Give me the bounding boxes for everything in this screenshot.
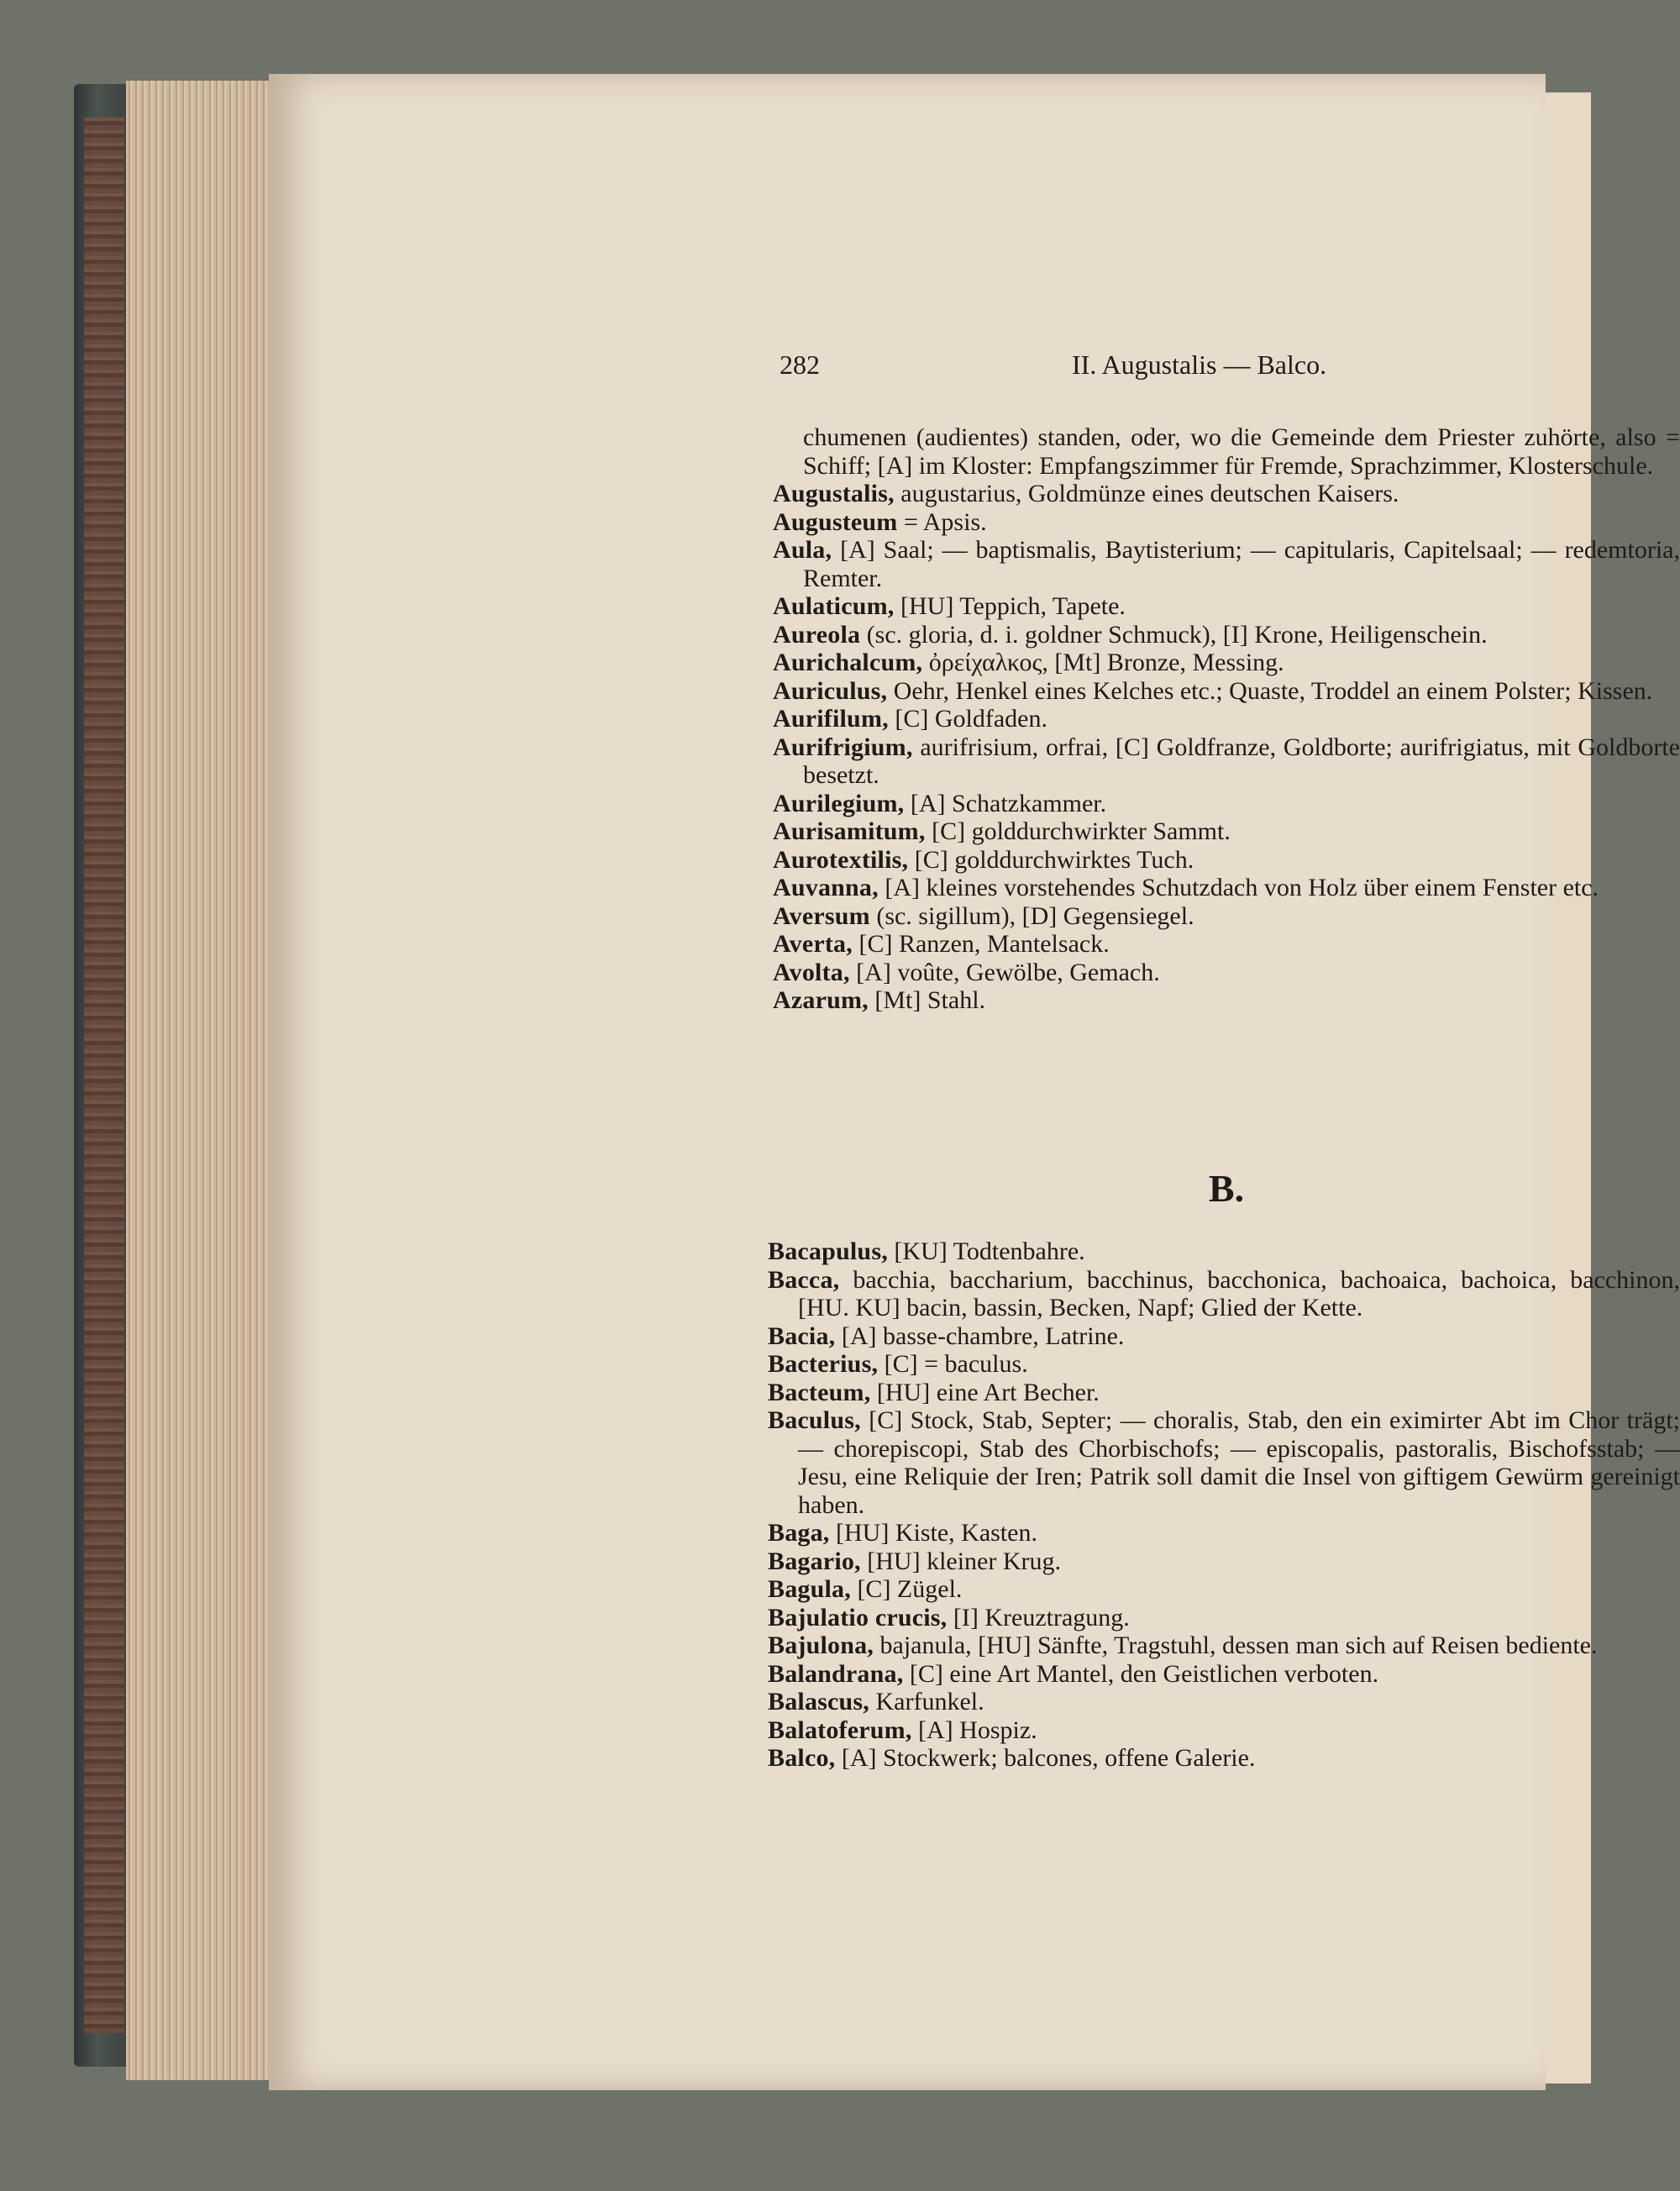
entry-definition: [HU] kleiner Krug. [860,1547,1062,1575]
entry-headword: Azarum, [773,986,869,1014]
entry-headword: Bacia, [768,1321,836,1350]
entries-section-b [768,1237,1680,1773]
entry-definition: [A] Saal; — baptismalis, Baytisterium; — capitularis, Capitelsaal; — redemtoria, Remter. [803,536,1680,592]
entry-headword: Bagario, [768,1547,861,1575]
entry-definition: [A] kleines vorstehendes Schutzdach von Holz über einem Fenster etc. [878,874,1599,901]
dictionary-entry [768,1631,1680,1660]
entry-headword: Augustalis, [773,480,895,507]
page-edges [126,81,286,2080]
entry-headword: Aurilegium, [773,789,905,817]
entry-headword: Baculus, [768,1406,861,1434]
entry-definition: bacchia, baccharium, bacchinus, bacchonica, bachoaica, bachoica, bacchinon, [HU. KU] bacin, bassin, Becken, Napf; Glied der Kette. [798,1265,1680,1321]
entry-definition: [C] Zügel. [850,1575,963,1603]
entry-headword: Aurichalcum, [773,649,923,676]
entry-headword: Bajulatio crucis, [768,1603,948,1631]
entry-definition: [KU] Todtenbahre. [887,1237,1085,1265]
entry-headword: Aurotextilis, [773,845,909,874]
section-letter-heading: B. [1208,1167,1245,1210]
entry-definition: [C] eine Art Mantel, den Geistlichen verboten. [903,1659,1379,1688]
entry-headword: Auvanna, [773,874,879,901]
entry-definition: [C] golddurchwirkter Sammt. [925,817,1231,845]
entry-headword: Bacapulus, [768,1237,888,1265]
entry-headword: Aulaticum, [773,592,895,620]
entry-definition: [C] Goldfaden. [888,705,1047,733]
dictionary-entry [773,480,1680,508]
entry-headword: Bacteum, [768,1378,871,1406]
entry-definition: [HU] Kiste, Kasten. [829,1519,1037,1547]
dictionary-entry [773,930,1680,959]
entry-definition: chumenen (audientes) standen, oder, wo die Gemeinde dem Priester zuhörte, also = Schiff; [A] im Kloster: Empfangszimmer für Fremde, Sprachzimmer, Klosterschule. [803,423,1680,480]
entry-headword: Bagula, [768,1575,851,1603]
dictionary-entry [768,1688,1680,1716]
entry-definition: augustarius, Goldmünze eines deutschen Kaisers. [894,480,1399,507]
running-title: II. Augustalis — Balco. [1072,349,1327,380]
dictionary-entry [768,1322,1680,1351]
entry-headword: Aula, [773,536,832,564]
dictionary-entry [768,1575,1680,1604]
entry-headword: Balandrana, [768,1659,904,1688]
entry-definition: [A] voûte, Gewölbe, Gemach. [849,958,1160,986]
dictionary-entry [773,592,1680,621]
dictionary-entry [768,1604,1680,1632]
dictionary-entry [773,959,1680,987]
entry-definition: (sc. sigillum), [D] Gegensiegel. [869,901,1194,930]
dictionary-entry [773,621,1680,649]
dictionary-entry [773,423,1680,480]
entry-headword: Baga, [768,1519,830,1547]
dictionary-entry [773,733,1680,790]
dictionary-entry [768,1660,1680,1689]
entry-headword: Augusteum [773,507,898,536]
book-page [269,74,1680,2090]
dictionary-entry [768,1716,1680,1745]
dictionary-entry [768,1406,1680,1519]
dictionary-entry [773,846,1680,875]
dictionary-entry [773,649,1680,677]
entry-definition: bajanula, [HU] Sänfte, Tragstuhl, dessen man sich auf Reisen bediente. [874,1631,1598,1659]
running-head [773,349,1680,383]
entry-definition: [C] Stock, Stab, Septer; — choralis, Stab, den ein eximirter Abt im Chor trägt; — chorepiscopi, Stab des Chorbischofs; — episcopalis, pastoralis, Bischofsstab; — Jesu, eine Reliquie der Iren; Patrik soll damit die Insel von giftigem Gewürm gereinigt haben. [798,1406,1680,1519]
entry-headword: Auriculus, [773,676,888,705]
cover-marbling [84,118,124,2033]
dictionary-entry [773,508,1680,537]
entry-definition: [HU] eine Art Becher. [870,1378,1100,1406]
entry-definition: aurifrisium, orfrai, [C] Goldfranze, Goldborte; aurifrigiatus, mit Goldborte besetzt. [803,733,1680,789]
entry-headword: Aversum [773,901,870,930]
entry-definition: [C] Ranzen, Mantelsack. [852,930,1110,958]
entry-headword: Balco, [768,1744,836,1772]
entry-headword: Balascus, [768,1688,869,1715]
dictionary-entry [768,1547,1680,1576]
dictionary-entry [773,986,1680,1015]
dictionary-entry [773,902,1680,931]
entry-headword: Averta, [773,930,853,958]
entry-definition: [I] Kreuztragung. [947,1603,1130,1631]
entry-headword: Aureola [773,620,861,649]
dictionary-entry [773,874,1680,902]
page-number: 282 [780,349,820,380]
dictionary-entry [768,1350,1680,1379]
dictionary-entry [768,1379,1680,1407]
entry-definition: (sc. gloria, d. i. goldner Schmuck), [I] Krone, Heiligenschein. [860,620,1488,649]
entry-definition: [A] Schatzkammer. [904,789,1107,817]
entry-definition: [C] = baculus. [878,1350,1028,1378]
dictionary-entry [768,1519,1680,1547]
entry-definition: ὀρείχαλκος, [Mt] Bronze, Messing. [922,649,1284,676]
entries-section-a [773,423,1680,1015]
entry-headword: Aurifrigium, [773,733,913,761]
entry-headword: Aurifilum, [773,705,889,733]
entry-headword: Avolta, [773,958,850,986]
entry-definition: Karfunkel. [869,1688,984,1715]
entry-definition: [A] Stockwerk; balcones, offene Galerie. [835,1744,1256,1772]
dictionary-entry [768,1744,1680,1773]
entry-headword: Bacterius, [768,1350,879,1378]
entry-definition: = Apsis. [897,507,987,536]
entry-headword: Balatoferum, [768,1715,912,1744]
dictionary-entry [768,1266,1680,1322]
entry-headword: Aurisamitum, [773,817,926,845]
entry-headword: Bajulona, [768,1631,874,1659]
dictionary-entry [773,536,1680,592]
dictionary-entry [773,705,1680,733]
dictionary-entry [773,677,1680,706]
dictionary-entry [773,817,1680,846]
entry-definition: [A] Hospiz. [911,1715,1037,1744]
dictionary-entry [773,790,1680,818]
entry-headword: Bacca, [768,1265,840,1294]
entry-definition: [C] golddurchwirktes Tuch. [908,845,1194,874]
dictionary-entry [768,1237,1680,1266]
entry-definition: Oehr, Henkel eines Kelches etc.; Quaste, Troddel an einem Polster; Kissen. [887,676,1653,705]
entry-definition: [Mt] Stahl. [868,986,986,1014]
entry-definition: [HU] Teppich, Tapete. [894,592,1126,620]
entry-definition: [A] basse-chambre, Latrine. [835,1321,1125,1350]
